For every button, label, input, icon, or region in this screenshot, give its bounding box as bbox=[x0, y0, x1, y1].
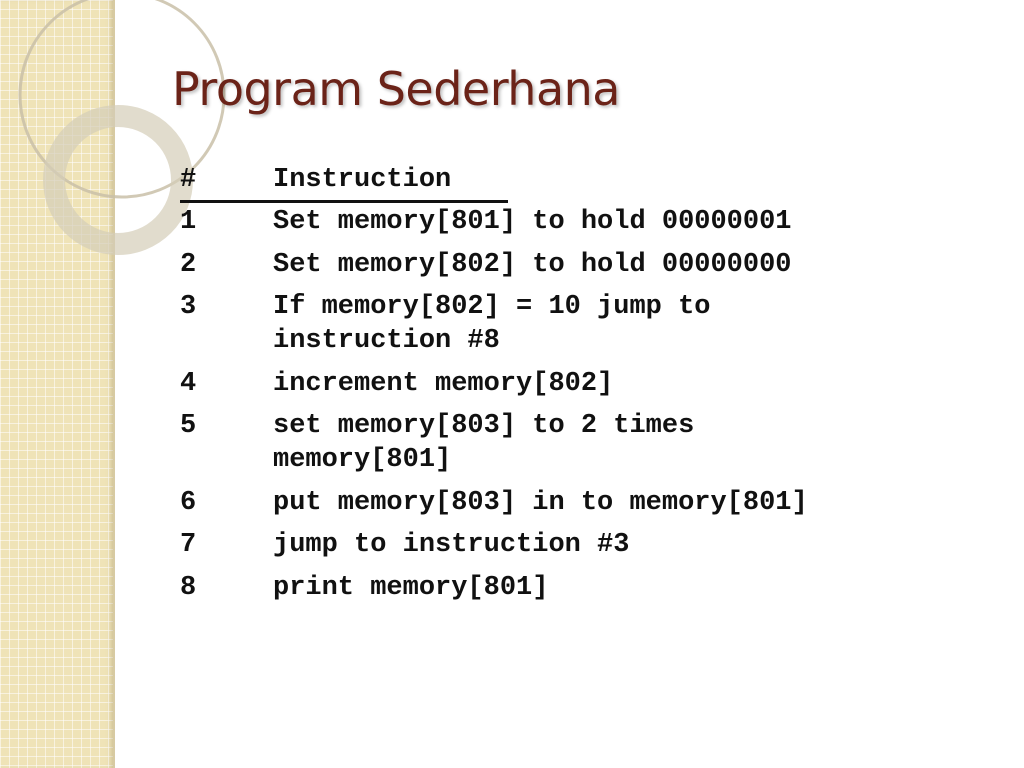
row-instruction: jump to instruction #3 bbox=[273, 530, 630, 560]
header-underline bbox=[180, 200, 508, 203]
row-number: 8 bbox=[180, 572, 197, 603]
table-row bbox=[180, 248, 1000, 282]
header-instruction: Instruction bbox=[273, 165, 452, 195]
table-row bbox=[180, 290, 1000, 358]
row-number: 3 bbox=[180, 292, 197, 322]
table-header-row bbox=[180, 163, 1000, 197]
row-instruction: set memory[803] to 2 times memory[801] bbox=[273, 411, 695, 475]
row-number: 7 bbox=[180, 530, 197, 560]
row-instruction: increment memory[802] bbox=[273, 368, 614, 399]
table-row bbox=[180, 367, 1000, 401]
row-number: 1 bbox=[180, 207, 197, 237]
row-number: 4 bbox=[180, 368, 197, 399]
table-row bbox=[180, 571, 1000, 605]
decorative-circle-small bbox=[54, 116, 182, 244]
table-row bbox=[180, 486, 1000, 520]
table-row bbox=[180, 528, 1000, 562]
row-number: 2 bbox=[180, 249, 197, 280]
instruction-table bbox=[180, 163, 1000, 613]
row-number: 6 bbox=[180, 487, 197, 518]
header-number: # bbox=[180, 165, 197, 195]
slide-title: Program Sederhana bbox=[172, 62, 620, 116]
row-instruction: print memory[801] bbox=[273, 572, 549, 603]
row-instruction: put memory[803] in to memory[801] bbox=[273, 487, 808, 518]
row-instruction: If memory[802] = 10 jump to instruction #8 bbox=[273, 292, 711, 356]
row-number: 5 bbox=[180, 411, 197, 441]
row-instruction: Set memory[801] to hold 00000001 bbox=[273, 207, 792, 237]
decorative-circles bbox=[0, 0, 200, 300]
table-row bbox=[180, 409, 1000, 477]
row-instruction: Set memory[802] to hold 00000000 bbox=[273, 249, 792, 280]
table-row bbox=[180, 205, 1000, 239]
